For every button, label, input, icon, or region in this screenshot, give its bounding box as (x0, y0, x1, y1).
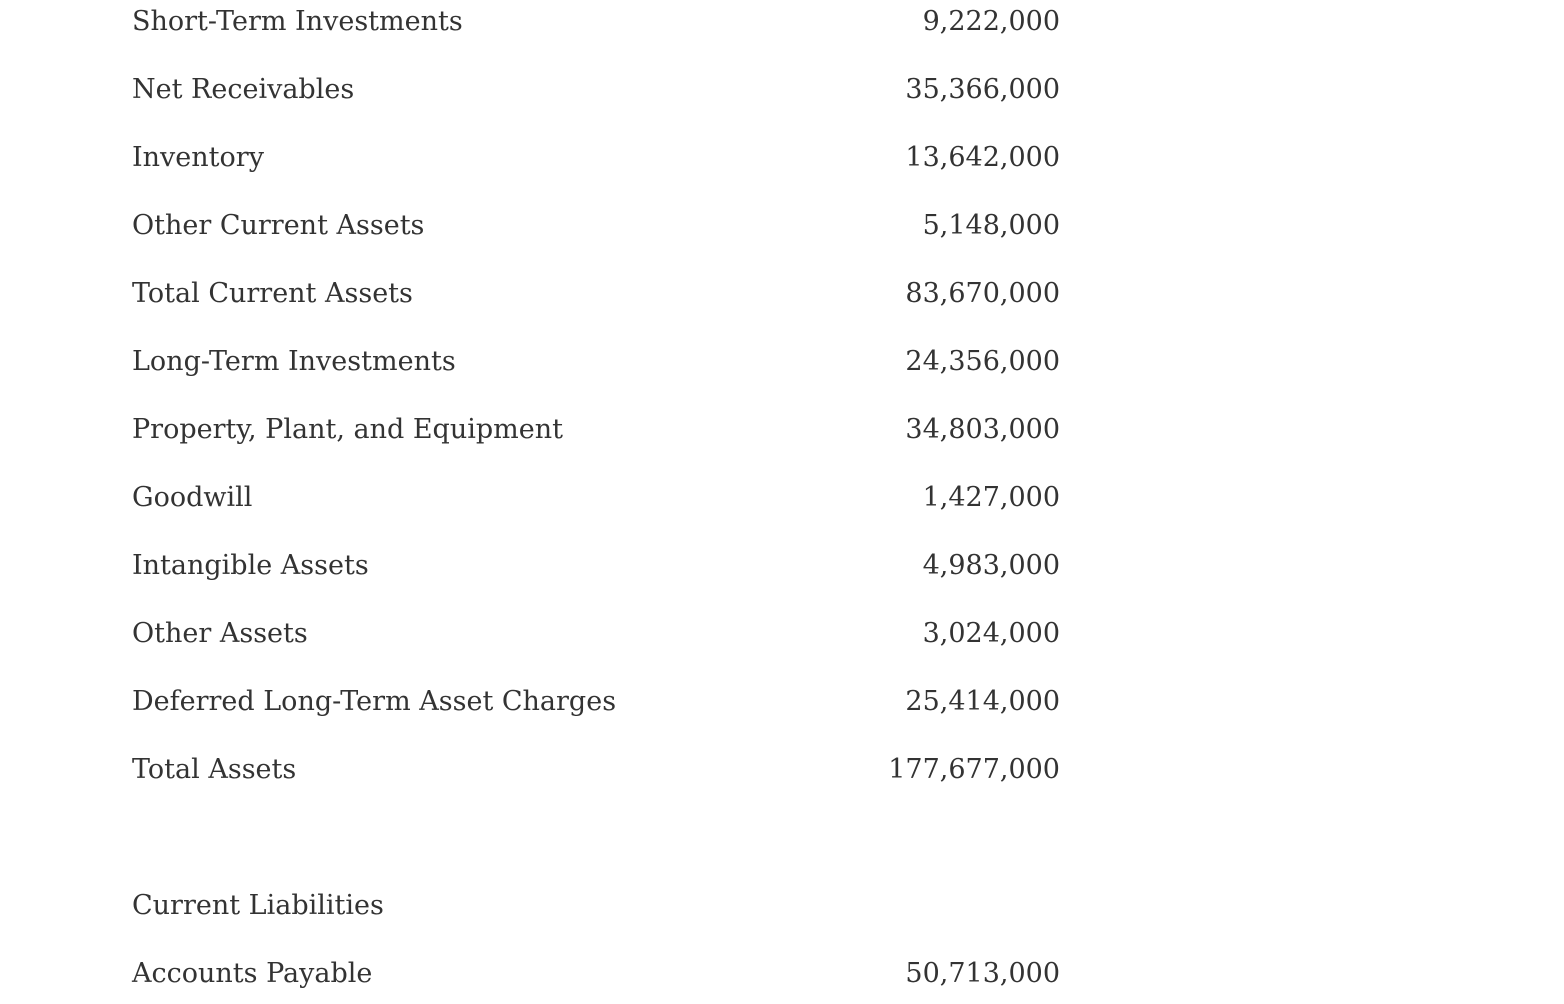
section-heading-label: Current Liabilities (132, 890, 384, 921)
row-label: Total Current Assets (132, 278, 413, 309)
row-label: Intangible Assets (132, 550, 369, 581)
row-value: 34,803,000 (905, 414, 1060, 445)
row-value: 9,222,000 (922, 6, 1060, 37)
row-label: Other Current Assets (132, 210, 425, 241)
row-accounts-payable (132, 954, 1060, 994)
row-label: Long-Term Investments (132, 346, 456, 377)
row-net-receivables (132, 70, 1060, 110)
row-total-assets (132, 750, 1060, 790)
row-total-current-assets (132, 274, 1060, 314)
row-short-term-investments (132, 2, 1060, 42)
row-label: Short-Term Investments (132, 6, 463, 37)
row-value: 24,356,000 (905, 346, 1060, 377)
row-goodwill (132, 478, 1060, 518)
row-label: Property, Plant, and Equipment (132, 414, 563, 445)
row-other-current-assets (132, 206, 1060, 246)
row-inventory (132, 138, 1060, 178)
row-value: 50,713,000 (905, 958, 1060, 989)
row-value: 1,427,000 (922, 482, 1060, 513)
row-other-assets (132, 614, 1060, 654)
row-value: 13,642,000 (905, 142, 1060, 173)
row-value: 3,024,000 (922, 618, 1060, 649)
row-label: Deferred Long-Term Asset Charges (132, 686, 617, 717)
row-value: 4,983,000 (922, 550, 1060, 581)
row-intangible-assets (132, 546, 1060, 586)
row-property-plant-equipment (132, 410, 1060, 450)
row-value: 35,366,000 (905, 74, 1060, 105)
row-deferred-long-term-asset-charges (132, 682, 1060, 722)
row-label: Total Assets (132, 754, 297, 785)
row-value: 5,148,000 (922, 210, 1060, 241)
row-long-term-investments (132, 342, 1060, 382)
row-value: 25,414,000 (905, 686, 1060, 717)
row-label: Goodwill (132, 482, 253, 513)
section-heading-current-liabilities (132, 886, 1060, 926)
row-label: Inventory (132, 142, 264, 173)
row-label: Net Receivables (132, 74, 355, 105)
row-label: Other Assets (132, 618, 308, 649)
row-label: Accounts Payable (132, 958, 373, 989)
row-value: 177,677,000 (888, 754, 1060, 785)
row-value: 83,670,000 (905, 278, 1060, 309)
